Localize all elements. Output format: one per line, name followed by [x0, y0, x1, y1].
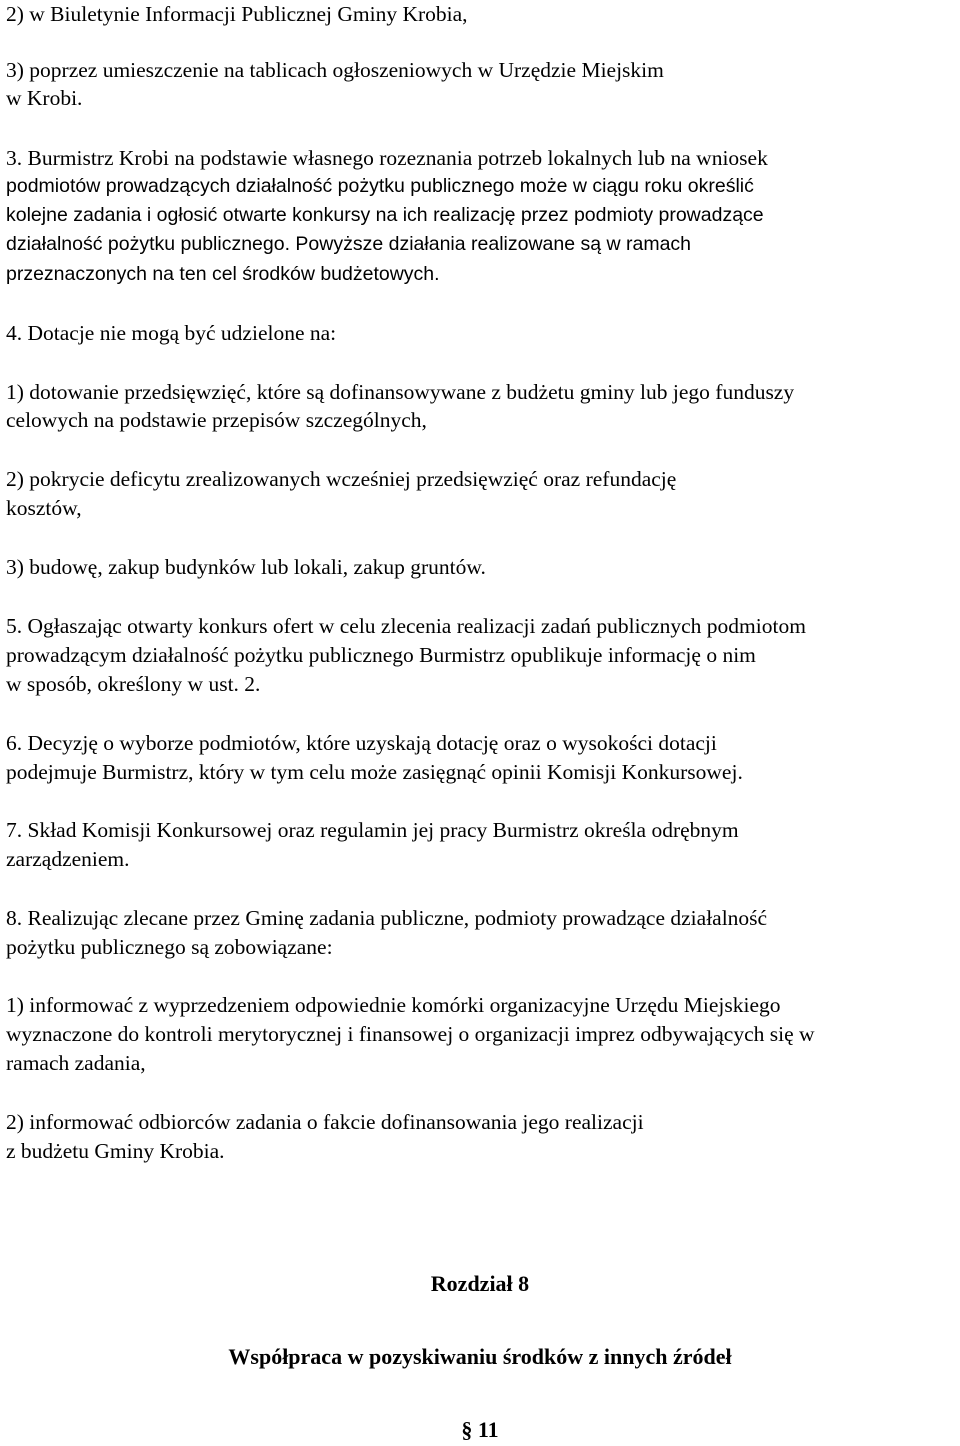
- text-line: w Krobi.: [6, 86, 83, 110]
- text-line: 1) informować z wyprzedzeniem odpowiednie komórki organizacyjne Urzędu Miejskiego: [6, 993, 781, 1017]
- text-line: 3) poprzez umieszczenie na tablicach ogłoszeniowych w Urzędzie Miejskim: [6, 58, 664, 82]
- text-line: kosztów,: [6, 496, 82, 520]
- text-line: działalność pożytku publicznego. Powyższe działania realizowane są w ramach: [6, 233, 692, 255]
- text-line: 6. Decyzję o wyborze podmiotów, które uzyskają dotację oraz o wysokości dotacji: [6, 731, 717, 755]
- text-line: 8. Realizując zlecane przez Gminę zadania publiczne, podmioty prowadzące działalność: [6, 906, 768, 930]
- text-line: podmiotów prowadzących działalność pożytku publicznego może w ciągu roku określić: [6, 175, 754, 197]
- text-line: kolejne zadania i ogłosić otwarte konkursy na ich realizację przez podmioty prowadzące: [6, 204, 764, 226]
- text-line: pożytku publicznego są zobowiązane:: [6, 935, 333, 959]
- text-line: 2) pokrycie deficytu zrealizowanych wcześniej przedsięwzięć oraz refundację: [6, 467, 677, 491]
- text-line: 5. Ogłaszając otwarty konkurs ofert w celu zlecenia realizacji zadań publicznych podmiotom: [6, 614, 806, 638]
- text-line: 3) budowę, zakup budynków lub lokali, zakup gruntów.: [6, 555, 486, 579]
- text-line: celowych na podstawie przepisów szczególnych,: [6, 408, 427, 432]
- chapter-title: Rozdział 8: [430, 1271, 530, 1296]
- text-line: w sposób, określony w ust. 2.: [6, 672, 261, 696]
- text-line: zarządzeniem.: [6, 847, 130, 871]
- chapter-subtitle: Współpraca w pozyskiwaniu środków z innych źródeł: [228, 1344, 732, 1369]
- text-line: ramach zadania,: [6, 1051, 146, 1075]
- text-line: wyznaczone do kontroli merytorycznej i finansowej o organizacji imprez odbywających się w: [6, 1022, 815, 1046]
- text-line: 7. Skład Komisji Konkursowej oraz regulamin jej pracy Burmistrz określa odrębnym: [6, 818, 739, 842]
- text-line: 3. Burmistrz Krobi na podstawie własnego rozeznania potrzeb lokalnych lub na wniosek: [6, 146, 768, 170]
- text-line: 2) informować odbiorców zadania o fakcie dofinansowania jego realizacji: [6, 1110, 644, 1134]
- text-line: przeznaczonych na ten cel środków budżetowych.: [6, 263, 440, 285]
- text-line: z budżetu Gminy Krobia.: [6, 1139, 225, 1163]
- text-line: podejmuje Burmistrz, który w tym celu może zasięgnąć opinii Komisji Konkursowej.: [6, 760, 743, 784]
- text-line: 1) dotowanie przedsięwzięć, które są dofinansowywane z budżetu gminy lub jego funduszy: [6, 380, 795, 404]
- text-line: prowadzącym działalność pożytku publicznego Burmistrz opublikuje informację o nim: [6, 643, 756, 667]
- paragraph-number: § 11: [461, 1417, 499, 1442]
- text-line: 4. Dotacje nie mogą być udzielone na:: [6, 321, 337, 345]
- text-line: 2) w Biuletynie Informacji Publicznej Gminy Krobia,: [6, 2, 468, 26]
